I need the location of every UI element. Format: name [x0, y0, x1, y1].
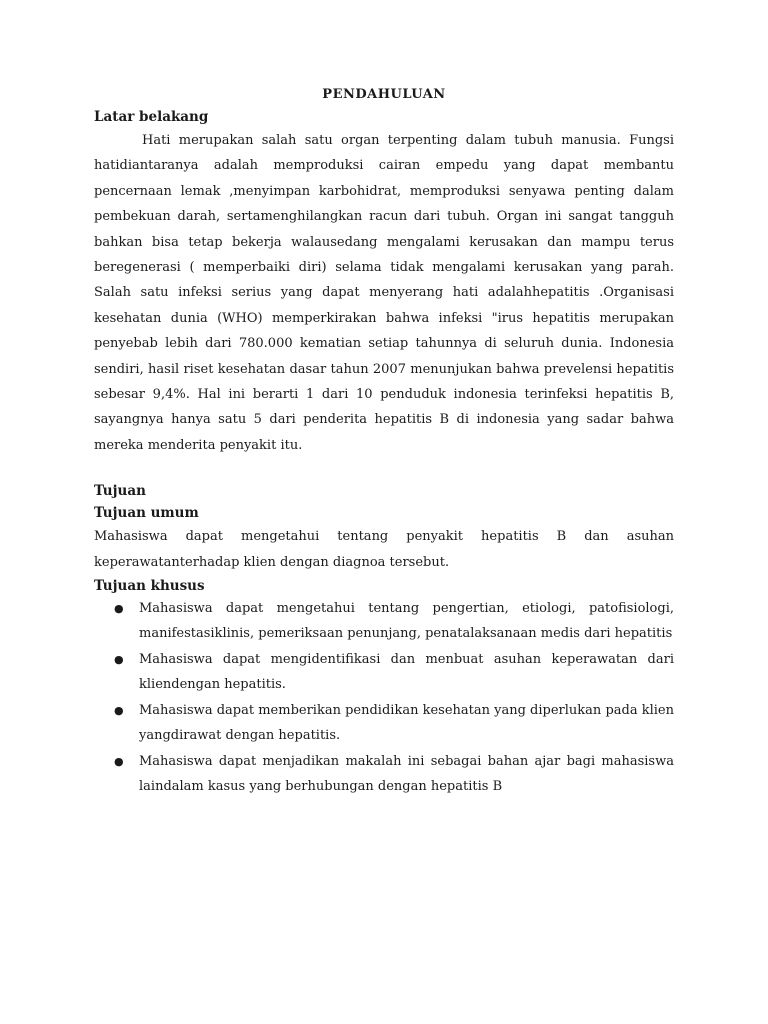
bullet-icon: ●: [114, 602, 124, 616]
latar-belakang-paragraph: Hati merupakan salah satu organ terpenting dalam tubuh manusia. Fungsi hatidiantaranya adalah memproduksi cairan empedu yang dapat membantu pencernaan lemak ,menyimpan karbohidrat, memproduksi senyawa penting dalam pembekuan darah, sertamenghilangkan racun dari tubuh. Organ ini sangat tangguh bahkan bisa tetap bekerja walausedang mengalami kerusakan dan mampu terus beregenerasi ( memperbaiki diri) selama tidak mengalami kerusakan yang parah. Salah satu infeksi serius yang dapat menyerang hati adalahhepatitis .Organisasi kesehatan dunia (WHO) memperkirakan bahwa infeksi "irus hepatitis merupakan penyebab lebih dari 780.000 kematian setiap tahunnya di seluruh dunia. Indonesia sendiri, hasil riset kesehatan dasar tahun 2007 menunjukan bahwa prevelensi hepatitis sebesar 9,4%. Hal ini berarti 1 dari 10 penduduk indonesia terinfeksi hepatitis B, sayangnya hanya satu 5 dari penderita hepatitis B di indonesia yang sadar bahwa mereka menderita penyakit itu.: [94, 133, 674, 453]
section-heading-latar-belakang: Latar belakang: [94, 109, 209, 125]
bullet-icon: ●: [114, 653, 124, 667]
section-heading-tujuan: Tujuan: [94, 483, 146, 500]
list-item: [94, 648, 674, 697]
bullet-icon: ●: [114, 755, 124, 769]
list-item-text: Mahasiswa dapat menjadikan makalah ini sebagai bahan ajar bagi mahasiswa laindalam kasus yang berhubungan dengan hepatitis B: [139, 754, 674, 794]
subheading-tujuan-umum: Tujuan umum: [94, 505, 199, 522]
list-item-text: Mahasiswa dapat mengidentifikasi dan menbuat asuhan keperawatan dari kliendengan hepatitis.: [139, 652, 674, 692]
list-item-text: Mahasiswa dapat mengetahui tentang pengertian, etiologi, patofisiologi, manifestasiklinis, pemeriksaan penunjang, penatalaksanaan medis dari hepatitis: [139, 601, 674, 641]
bullet-icon: ●: [114, 704, 124, 718]
document-title: PENDAHULUAN: [322, 87, 446, 102]
list-item-text: Mahasiswa dapat memberikan pendidikan kesehatan yang diperlukan pada klien yangdirawat dengan hepatitis.: [139, 703, 674, 743]
subheading-tujuan-khusus: Tujuan khusus: [94, 578, 205, 595]
section-spacer: [94, 458, 674, 480]
tujuan-khusus-list: [94, 597, 674, 799]
list-item: [94, 750, 674, 799]
list-item: [94, 699, 674, 748]
tujuan-umum-paragraph: Mahasiswa dapat mengetahui tentang penyakit hepatitis B dan asuhan keperawatanterhadap klien dengan diagnoa tersebut.: [94, 529, 674, 570]
list-item: [94, 597, 674, 646]
document-page: [94, 84, 674, 801]
